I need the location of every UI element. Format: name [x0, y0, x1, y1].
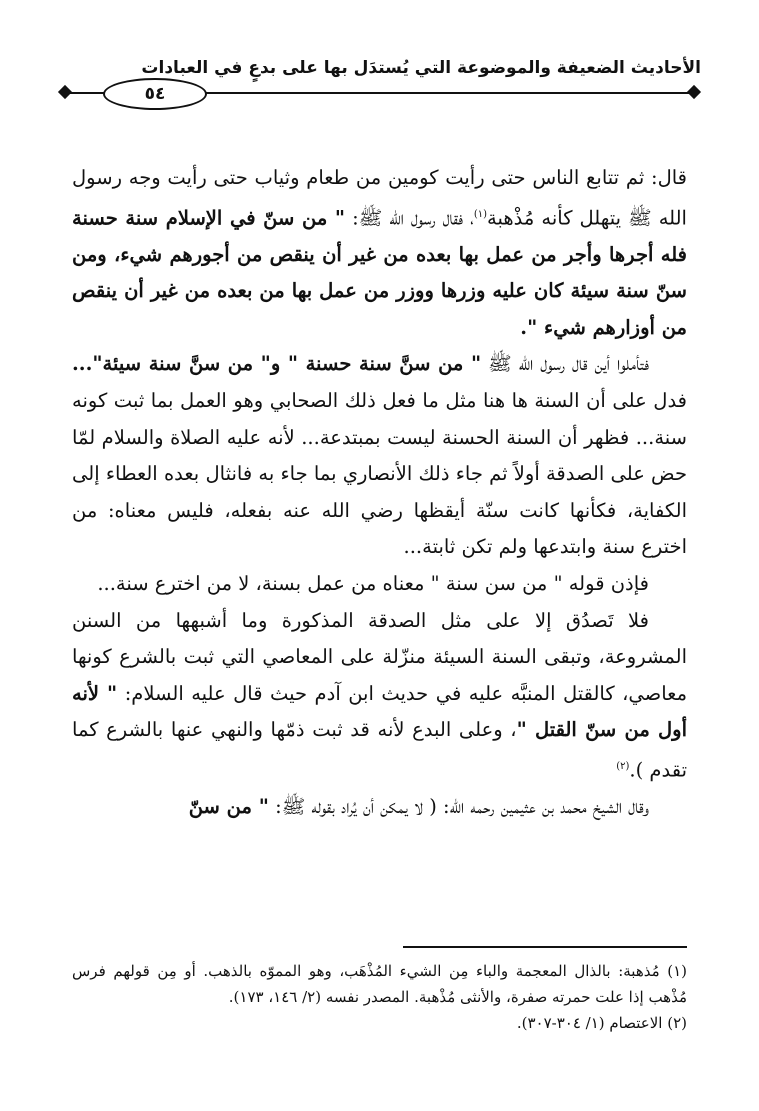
paragraph-4-text-2: ، وعلى البدع لأنه قد ثبت ذمّها والنهي عنها بالشرع كما تقدم ). [72, 718, 687, 782]
paragraph-4 [72, 603, 687, 789]
footnote-rule [403, 946, 687, 948]
page-number: ٥٤ [103, 78, 207, 110]
paragraph-2-text-2: فدل على أن السنة ها هنا مثل ما فعل ذلك الصحابي وهو العمل بما ثبت كونه سنة... فظهر أن السنة الحسنة ليست بمبتدعة... لأنه عليه الصلاة والسلام لمّا حض على الصدقة أولاً ثم جاء ذلك الأنصاري بما جاء به فانثال بعده العطاء إلى الكفاية، فكأنها كانت سنّة أيقظها رضي الله عنه بفعله، فليس معناه: من اخترع سنة وابتدعها ولم تكن ثابتة... [72, 389, 687, 559]
footnote-2: (٢) الاعتصام (١/ ٣٠٤-٣٠٧). [516, 1014, 687, 1032]
running-title: الأحاديث الضعيفة والموضوعة التي يُستدَل بها على بدعٍ في العبادات [141, 58, 701, 78]
paragraph-3: فإذن قوله " من سن سنة " معناه من عمل بسنة، لا من اخترع سنة... [97, 572, 649, 596]
right-diamond-ornament [687, 85, 701, 99]
paragraph-2-text: فتأملوا أين قال رسول الله ﷺ [481, 352, 649, 376]
left-diamond-ornament [58, 85, 72, 99]
hadith-quote-4: " من سنّ [188, 795, 269, 819]
footnotes [72, 958, 687, 1036]
footnote-1: (١) مُذهبة: بالذال المعجمة والباء مِن الشيء المُذْهَب، وهو المموّه بالذهب. أو مِن قولهم فرس مُذْهب إذا علت حمرته صفرة، والأنثى مُذْهبة. المصدر نفسه (٢/ ١٤٦، ١٧٣). [72, 962, 687, 1006]
footnote-ref-1: (١) [473, 208, 488, 220]
hadith-quote-1: " من سنّ في الإسلام سنة حسنة فله أجرها وأجر من عمل بها بعده من غير أن ينقص من أجورهم شيء، ومن سنّ سنة سيئة كان عليه وزرها ووزر من عمل بها من بعده من غير أن ينقص من أوزارهم شيء ". [72, 206, 687, 339]
paragraph-4-text: فلا تَصدُق إلا على مثل الصدقة المذكورة وما أشبهها من السنن المشروعة، وتبقى السنة السيئة منزّلة على المعاصي التي ثبت بالشرع كونها معاصي، كالقتل المنبَّه عليه في حديث ابن آدم حيث قال عليه السلام: [72, 608, 688, 705]
paragraph-1-text: قال: ثم تتابع الناس حتى رأيت كومين من طعام وثياب حتى رأيت وجه رسول الله ﷺ يتهلل كأنه مُذْهبة [72, 166, 687, 230]
paragraph-1-text-2: ، فقال رسول الله ﷺ: [345, 206, 474, 230]
paragraph-5 [72, 789, 687, 826]
body-text [72, 160, 687, 826]
paragraph-5-text: وقال الشيخ محمد بن عثيمين رحمه الله: ( لا يمكن أن يُراد بقوله ﷺ: [268, 795, 649, 819]
paragraph-2 [72, 346, 687, 566]
paragraph-1 [72, 160, 687, 346]
hadith-quote-2: " من سنَّ سنة حسنة " و" من سنَّ سنة سيئة"... [72, 352, 482, 376]
hadith-quote-3: " لأنه أول من سنّ القتل " [72, 681, 687, 742]
footnote-ref-2: (٢) [616, 761, 630, 772]
